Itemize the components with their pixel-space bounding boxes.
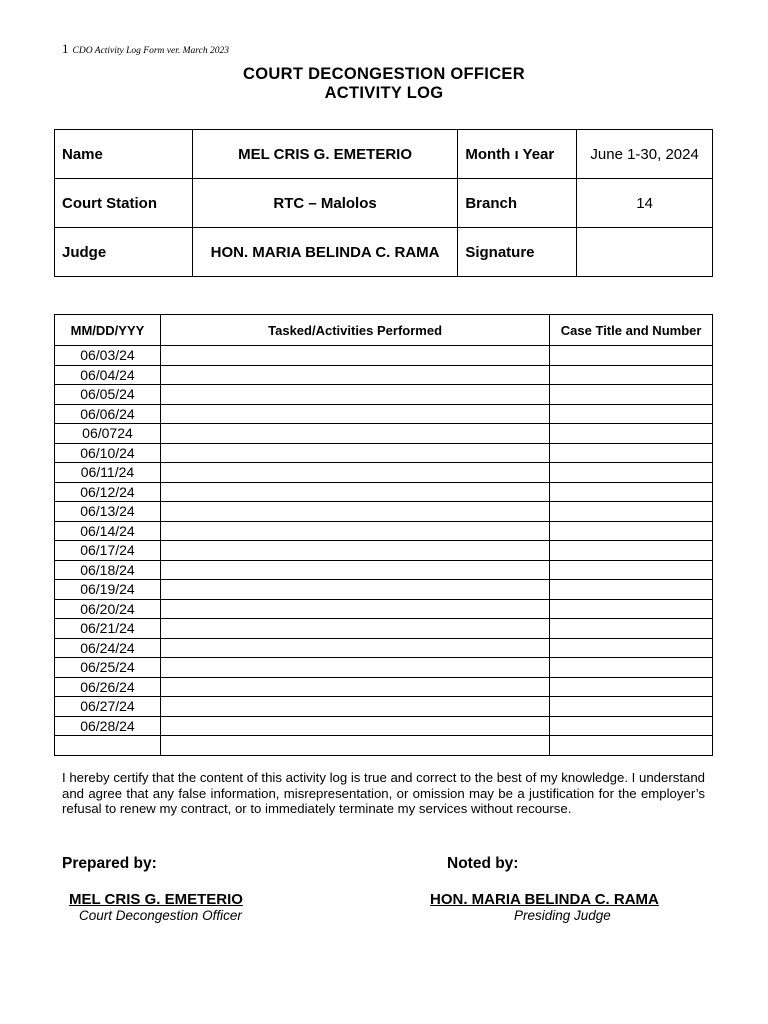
prepared-by-name: MEL CRIS G. EMETERIO [69,891,243,908]
log-date-cell [55,736,161,756]
log-body [55,346,713,756]
log-task-cell [160,365,549,385]
document-subtitle: ACTIVITY LOG [324,84,444,102]
log-row [55,677,713,697]
log-case-cell [550,346,713,366]
log-row [55,658,713,678]
log-date-cell: 06/06/24 [55,404,161,424]
judge-label: Judge [55,228,193,277]
log-task-cell [160,736,549,756]
log-date-cell: 06/19/24 [55,580,161,600]
log-header-row [55,315,713,346]
log-row [55,619,713,639]
log-task-cell [160,580,549,600]
log-row [55,463,713,483]
log-task-cell [160,599,549,619]
log-date-cell: 06/11/24 [55,463,161,483]
log-date-cell: 06/26/24 [55,677,161,697]
log-row [55,716,713,736]
noted-by-role: Presiding Judge [514,908,611,923]
log-task-cell [160,697,549,717]
month-year-value: June 1-30, 2024 [577,130,713,179]
log-row [55,385,713,405]
noted-by-label: Noted by: [447,855,519,872]
prepared-by-label: Prepared by: [62,855,157,872]
log-case-cell [550,424,713,444]
log-row [55,346,713,366]
log-case-cell [550,580,713,600]
officer-info-table [54,129,713,277]
log-task-cell [160,385,549,405]
log-case-cell [550,599,713,619]
log-date-cell: 06/04/24 [55,365,161,385]
log-task-cell [160,463,549,483]
log-case-cell [550,463,713,483]
log-case-cell [550,404,713,424]
log-row [55,424,713,444]
log-row [55,599,713,619]
log-row [55,638,713,658]
log-row [55,736,713,756]
log-row [55,502,713,522]
log-task-cell [160,619,549,639]
log-date-cell: 06/24/24 [55,638,161,658]
log-date-cell: 06/13/24 [55,502,161,522]
log-date-cell: 06/05/24 [55,385,161,405]
log-task-cell [160,658,549,678]
log-case-cell [550,502,713,522]
info-row-name [55,130,713,179]
station-value: RTC – Malolos [192,179,458,228]
noted-by-name: HON. MARIA BELINDA C. RAMA [430,891,659,908]
log-row [55,404,713,424]
info-row-station [55,179,713,228]
log-date-cell: 06/14/24 [55,521,161,541]
log-task-cell [160,541,549,561]
form-version-note [62,40,229,58]
log-date-cell: 06/12/24 [55,482,161,502]
log-date-cell: 06/20/24 [55,599,161,619]
activity-log-table [54,314,713,756]
log-case-cell [550,619,713,639]
log-case-cell [550,658,713,678]
log-date-cell: 06/28/24 [55,716,161,736]
branch-value: 14 [577,179,713,228]
log-task-cell [160,404,549,424]
log-case-cell [550,365,713,385]
log-row [55,521,713,541]
station-label: Court Station [55,179,193,228]
document-title: COURT DECONGESTION OFFICER [243,65,525,83]
signature-label: Signature [458,228,577,277]
log-case-cell [550,541,713,561]
log-row [55,560,713,580]
name-value: MEL CRIS G. EMETERIO [192,130,458,179]
log-row [55,482,713,502]
log-date-cell: 06/18/24 [55,560,161,580]
page-number: 1 [62,41,69,56]
log-task-cell [160,443,549,463]
branch-label: Branch [458,179,577,228]
form-version: CDO Activity Log Form ver. March 2023 [72,46,229,56]
log-case-cell [550,521,713,541]
log-date-cell: 06/10/24 [55,443,161,463]
log-row [55,443,713,463]
log-task-cell [160,521,549,541]
log-task-cell [160,716,549,736]
log-case-cell [550,560,713,580]
log-date-cell: 06/25/24 [55,658,161,678]
log-task-cell [160,482,549,502]
log-task-cell [160,424,549,444]
log-date-cell: 06/27/24 [55,697,161,717]
log-case-cell [550,385,713,405]
log-date-cell: 06/03/24 [55,346,161,366]
log-case-cell [550,638,713,658]
date-column-header: MM/DD/YYY [55,315,161,346]
log-row [55,697,713,717]
log-case-cell [550,736,713,756]
log-task-cell [160,346,549,366]
case-column-header: Case Title and Number [550,315,713,346]
month-year-label: Month ı Year [458,130,577,179]
log-date-cell: 06/17/24 [55,541,161,561]
info-row-judge [55,228,713,277]
log-case-cell [550,716,713,736]
log-date-cell: 06/21/24 [55,619,161,639]
certification-statement: I hereby certify that the content of this activity log is true and correct to the best of my knowledge. I understand and agree that any false information, misrepresentation, or omission may be a justification for the employer’s refusal to renew my contract, or to immediately terminate my services without recourse. [62,770,705,816]
log-row [55,365,713,385]
judge-value: HON. MARIA BELINDA C. RAMA [192,228,458,277]
log-task-cell [160,638,549,658]
name-label: Name [55,130,193,179]
log-case-cell [550,443,713,463]
task-column-header: Tasked/Activities Performed [160,315,549,346]
log-task-cell [160,677,549,697]
signature-value [577,228,713,277]
prepared-by-role: Court Decongestion Officer [79,908,242,923]
log-row [55,580,713,600]
log-task-cell [160,502,549,522]
log-case-cell [550,482,713,502]
log-date-cell: 06/0724 [55,424,161,444]
log-task-cell [160,560,549,580]
log-row [55,541,713,561]
log-case-cell [550,697,713,717]
log-case-cell [550,677,713,697]
